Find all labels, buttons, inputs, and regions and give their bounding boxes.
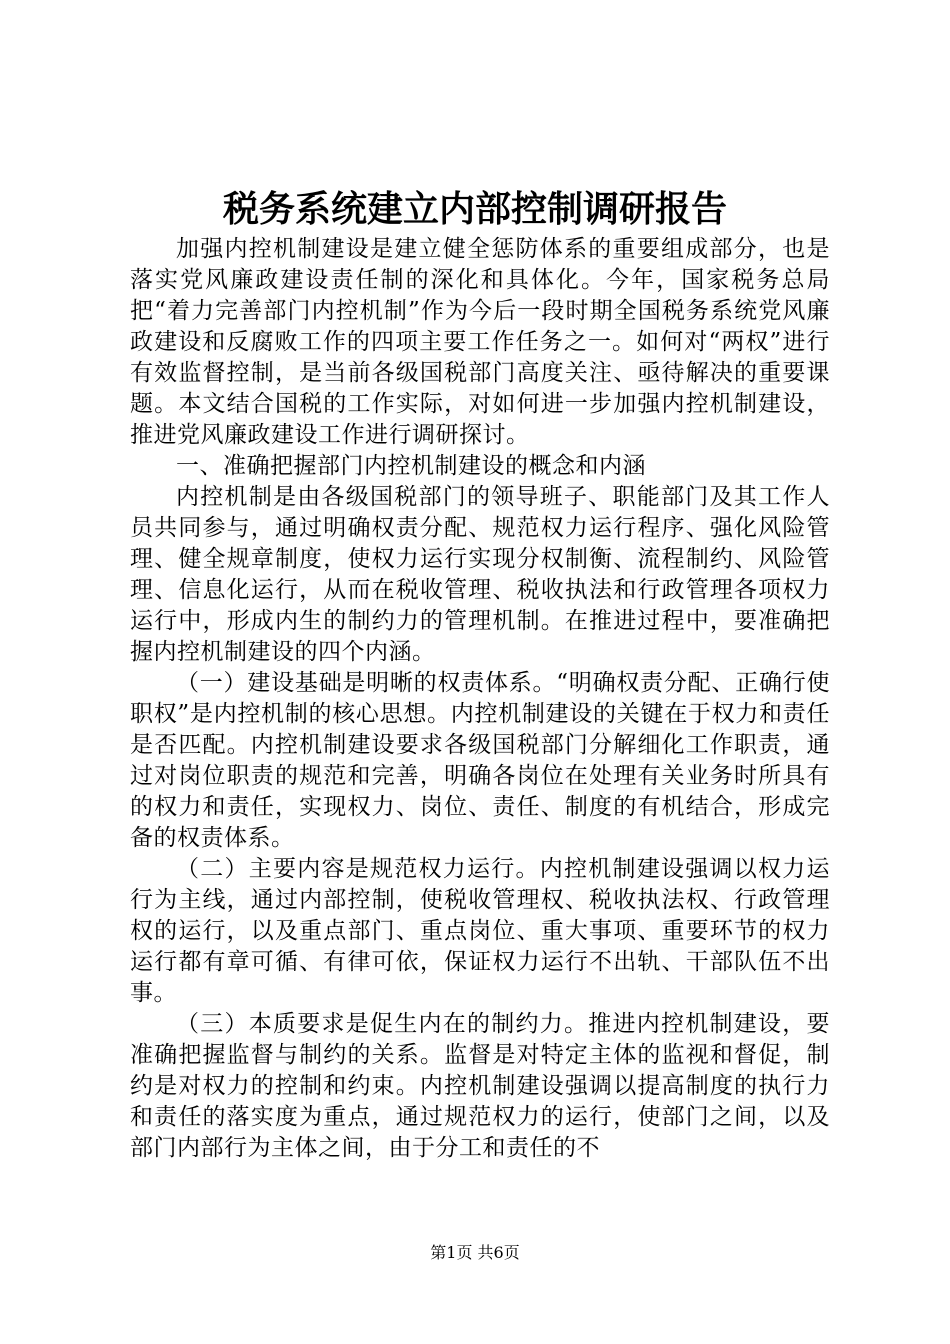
- paragraph-intro: 加强内控机制建设是建立健全惩防体系的重要组成部分，也是落实党风廉政建设责任制的深化和具体化。今年，国家税务总局把“着力完善部门内控机制”作为今后一段时期全国税务系统党风廉政建设和反腐败工作的四项主要工作任务之一。如何对“两权”进行有效监督控制，是当前各级国税部门高度关注、亟待解决的重要课题。本文结合国税的工作实际，对如何进一步加强内控机制建设，推进党风廉政建设工作进行调研探讨。: [130, 236, 830, 448]
- paragraph-point-1: （一）建设基础是明晰的权责体系。“明确权责分配、正确行使职权”是内控机制的核心思想。内控机制建设的关键在于权力和责任是否匹配。内控机制建设要求各级国税部门分解细化工作职责，通过对岗位职责的规范和完善，明确各岗位在处理有关业务时所具有的权力和责任，实现权力、岗位、责任、制度的有机结合，形成完备的权责体系。: [130, 670, 830, 851]
- section-heading-1: 一、准确把握部门内控机制建设的概念和内涵: [176, 453, 646, 479]
- page-number-footer: 第1页 共6页: [430, 1243, 520, 1262]
- paragraph-point-3: （三）本质要求是促生内在的制约力。推进内控机制建设，要准确把握监督与制约的关系。监督是对特定主体的监视和督促，制约是对权力的控制和约束。内控机制建设强调以提高制度的执行力和责任的落实度为重点，通过规范权力的运行，使部门之间，以及部门内部行为主体之间，由于分工和责任的不: [130, 1011, 830, 1161]
- paragraph-point-2: （二）主要内容是规范权力运行。内控机制建设强调以权力运行为主线，通过内部控制，使税收管理权、税收执法权、行政管理权的运行，以及重点部门、重点岗位、重大事项、重要环节的权力运行都有章可循、有律可依，保证权力运行不出轨、干部队伍不出事。: [130, 856, 830, 1006]
- paragraph-definition: 内控机制是由各级国税部门的领导班子、职能部门及其工作人员共同参与，通过明确权责分配、规范权力运行程序、强化风险管理、健全规章制度，使权力运行实现分权制衡、流程制约、风险管理、信息化运行，从而在税收管理、税收执法和行政管理各项权力运行中，形成内生的制约力的管理机制。在推进过程中，要准确把握内控机制建设的四个内涵。: [130, 484, 830, 665]
- document-body: [130, 234, 830, 1164]
- document-title: 税务系统建立内部控制调研报告: [222, 189, 727, 230]
